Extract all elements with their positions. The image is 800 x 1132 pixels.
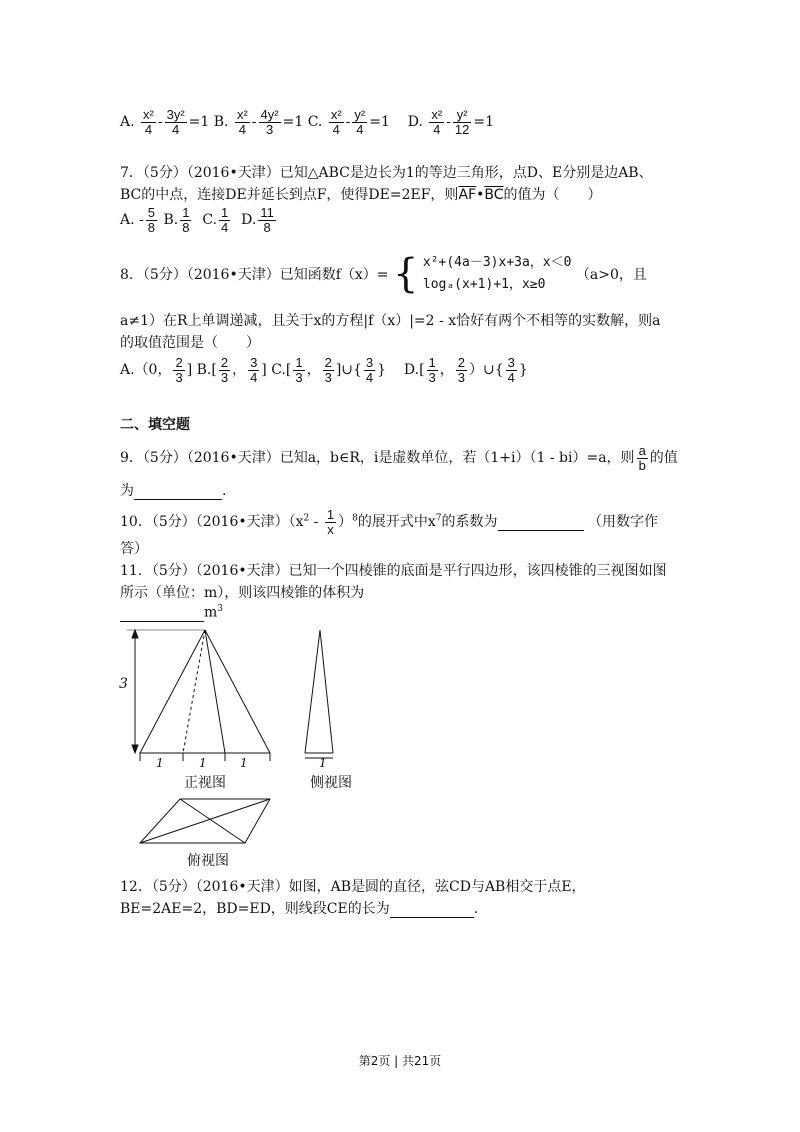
q11-dim-2: 1 bbox=[199, 756, 207, 770]
q8-c-frac2: $\frac{2}{3}$ bbox=[324, 355, 332, 385]
q7-option-b-label: B. bbox=[163, 212, 179, 229]
q6-option-a-frac1: $\frac{\text{x²}}{4}$ bbox=[143, 107, 154, 137]
q7-option-c-frac: $\frac{1}{4}$ bbox=[221, 205, 229, 235]
q8-line1 bbox=[120, 252, 647, 296]
q6-options bbox=[120, 108, 494, 136]
q9-pre: 9．（5分）（2016•天津）已知a，b∈R，i是虚数单位，若（1+i）（1 - bi）=a，则 bbox=[120, 450, 635, 467]
q12-answer-blank[interactable] bbox=[390, 901, 474, 918]
q11-unit: m bbox=[204, 604, 218, 621]
q9-end: . bbox=[222, 483, 227, 499]
q8-piecewise bbox=[423, 252, 572, 296]
q8-c-frac1: $\frac{1}{3}$ bbox=[295, 355, 303, 385]
q6-a-op: - bbox=[157, 114, 163, 131]
q10-sup3: 7 bbox=[435, 513, 442, 524]
q11-dim-height: 3 bbox=[119, 676, 128, 692]
q6-option-a-label: A. bbox=[120, 114, 135, 131]
q7-dot: • bbox=[476, 187, 485, 203]
q10-answer-blank[interactable] bbox=[498, 514, 584, 531]
q8-d-frac1: $\frac{1}{3}$ bbox=[428, 355, 436, 385]
q8-c-sep: ， bbox=[306, 362, 321, 379]
q6-d-rhs: =1 bbox=[473, 114, 495, 131]
q8-option-a: A.（0， bbox=[120, 362, 172, 379]
q8-c-frac3: $\frac{3}{4}$ bbox=[365, 355, 374, 385]
q9-frac: $\frac{a}{b}$ bbox=[638, 443, 646, 473]
q6-d-op: - bbox=[446, 114, 451, 131]
q8-d-sep: ， bbox=[439, 362, 454, 379]
q7-a-sign: - bbox=[139, 212, 144, 229]
q9-line1 bbox=[120, 444, 678, 472]
q11-dim-1: 1 bbox=[156, 756, 164, 770]
q8-b-frac2: $\frac{3}{4}$ bbox=[250, 355, 258, 385]
q6-option-c-label: C. bbox=[307, 114, 323, 131]
q10-mid: - bbox=[309, 514, 323, 531]
q8-line3: 的取值范围是（ ） bbox=[120, 335, 260, 351]
q6-option-b-frac1: $\frac{\text{x²}}{4}$ bbox=[236, 107, 248, 137]
q9-line2 bbox=[120, 480, 226, 500]
q8-option-c: C.[ bbox=[271, 362, 292, 379]
page-footer: 第2页 | 共21页 bbox=[358, 1054, 442, 1068]
q7-option-d-frac: $\frac{11}{8}$ bbox=[260, 205, 274, 235]
q8-c-union: ]∪{ bbox=[335, 362, 362, 379]
q6-option-b-label: B. bbox=[213, 114, 229, 131]
q8-case2: logₐ(x+1)+1，x≥0 bbox=[422, 277, 546, 292]
q11-side-view-label: 侧视图 bbox=[310, 775, 352, 791]
q6-option-c-frac1: $\frac{\text{x²}}{4}$ bbox=[330, 107, 342, 137]
q10-line2: 答） bbox=[120, 541, 148, 557]
q12-line2 bbox=[120, 898, 478, 918]
q8-post: （a>0，且 bbox=[575, 267, 647, 283]
q8-pre: 8．（5分）（2016•天津）已知函数f（x）= bbox=[120, 267, 389, 283]
q11-dim-3: 1 bbox=[240, 756, 248, 770]
q7-options bbox=[120, 206, 278, 234]
q10-text2: 的系数为 bbox=[441, 514, 498, 531]
q6-option-c-frac2: $\frac{\text{y²}}{4}$ bbox=[354, 107, 366, 137]
q6-c-op: - bbox=[345, 114, 351, 131]
q7-option-d-label: D. bbox=[241, 212, 257, 229]
q10-sup1: 2 bbox=[303, 513, 310, 524]
q10-sup2: 8 bbox=[352, 513, 358, 524]
q12-line1: 12．（5分）（2016•天津）如图，AB是圆的直径，弦CD与AB相交于点E， bbox=[120, 879, 586, 895]
q8-option-d: D.[ bbox=[403, 362, 425, 379]
q6-option-b-frac2: $\frac{\text{4y²}}{3}$ bbox=[260, 107, 279, 137]
q10-pre: 10．（5分）（2016•天津）（x bbox=[120, 514, 304, 531]
side-view bbox=[305, 630, 333, 758]
q6-b-rhs: =1 bbox=[282, 114, 304, 131]
q7-option-b-frac: $\frac{1}{8}$ bbox=[182, 205, 190, 235]
q8-b-sep: ， bbox=[232, 362, 247, 379]
q8-a-close: ] bbox=[186, 362, 193, 379]
front-view bbox=[127, 630, 270, 761]
q11-unit-sup: 3 bbox=[217, 604, 224, 614]
q8-line2: a≠1）在R上单调递减，且关于x的方程|f（x）|=2 - x恰好有两个不相等的实数解，则a bbox=[120, 313, 661, 329]
q8-case1: x²+(4a－3)x+3a，x＜0 bbox=[422, 255, 572, 270]
section-fill-in-blank-title: 二、填空题 bbox=[120, 417, 190, 433]
q9-post: 的值 bbox=[649, 450, 678, 467]
q10-post: （用数字作 bbox=[587, 514, 658, 531]
q8-d-close: } bbox=[518, 362, 528, 379]
q8-b-close: ] bbox=[261, 362, 267, 379]
q9-answer-blank[interactable] bbox=[134, 483, 222, 500]
top-view bbox=[140, 799, 270, 843]
q9-line2-text: 为 bbox=[120, 483, 134, 499]
q10-close: ） bbox=[338, 514, 353, 531]
q7-vector-af: $\overline{AF}$ bbox=[458, 187, 477, 203]
q11-three-views-figure bbox=[115, 625, 365, 870]
q7-line2 bbox=[120, 184, 601, 204]
q8-brace: { bbox=[392, 251, 419, 297]
q11-front-view-label: 正视图 bbox=[184, 775, 226, 791]
q7-option-a-label: A. bbox=[120, 212, 135, 229]
q12-end: . bbox=[473, 901, 479, 917]
q6-a-rhs: =1 bbox=[188, 114, 210, 131]
q7-option-a-frac: $\frac{5}{8}$ bbox=[147, 205, 155, 235]
q7-line1: 7．（5分）（2016•天津）已知△ABC是边长为1的等边三角形，点D、E分别是边AB、 bbox=[120, 165, 653, 181]
q8-a-frac: $\frac{2}{3}$ bbox=[175, 355, 183, 385]
q11-side-dim: 1 bbox=[319, 756, 327, 770]
q6-option-a-frac2: $\frac{\text{3y²}}{4}$ bbox=[166, 107, 185, 137]
q6-c-rhs: =1 bbox=[369, 114, 390, 131]
q7-option-c-label: C. bbox=[202, 212, 217, 229]
q12-line2-text: BE=2AE=2，BD=ED，则线段CE的长为 bbox=[120, 901, 390, 917]
q8-d-frac2: $\frac{2}{3}$ bbox=[457, 355, 465, 385]
q7-line2-pre: BC的中点，连接DE并延长到点F，使得DE=2EF，则 bbox=[120, 187, 459, 203]
q6-option-d-frac2: $\frac{\text{y²}}{12}$ bbox=[454, 107, 470, 137]
q10-text: 的展开式中x bbox=[357, 514, 436, 531]
q10-line1 bbox=[120, 508, 658, 536]
q6-option-d-label: D. bbox=[407, 114, 423, 131]
q6-option-d-frac1: $\frac{\text{x²}}{4}$ bbox=[431, 107, 443, 137]
q11-line1: 11．（5分）（2016•天津）已知一个四棱锥的底面是平行四边形，该四棱锥的三视图如图 bbox=[120, 563, 667, 579]
q8-option-b: B.[ bbox=[196, 362, 217, 379]
q10-frac: $\frac{1}{x}$ bbox=[326, 507, 335, 537]
q8-d-union: ）∪{ bbox=[469, 362, 504, 379]
q7-vector-bc: $\overline{BC}$ bbox=[484, 187, 504, 203]
q11-line2: 所示（单位：m），则该四棱锥的体积为 bbox=[120, 585, 365, 601]
q8-b-frac1: $\frac{2}{3}$ bbox=[220, 355, 229, 385]
q8-d-frac3: $\frac{3}{4}$ bbox=[507, 355, 515, 385]
q11-line3 bbox=[120, 604, 223, 622]
q8-options bbox=[120, 356, 528, 384]
q6-b-op: - bbox=[251, 114, 257, 131]
q7-line2-post: 的值为（ ） bbox=[503, 187, 602, 203]
q11-top-view-label: 俯视图 bbox=[187, 853, 229, 869]
q11-answer-blank[interactable] bbox=[120, 605, 204, 622]
q8-c-close: } bbox=[377, 362, 387, 379]
